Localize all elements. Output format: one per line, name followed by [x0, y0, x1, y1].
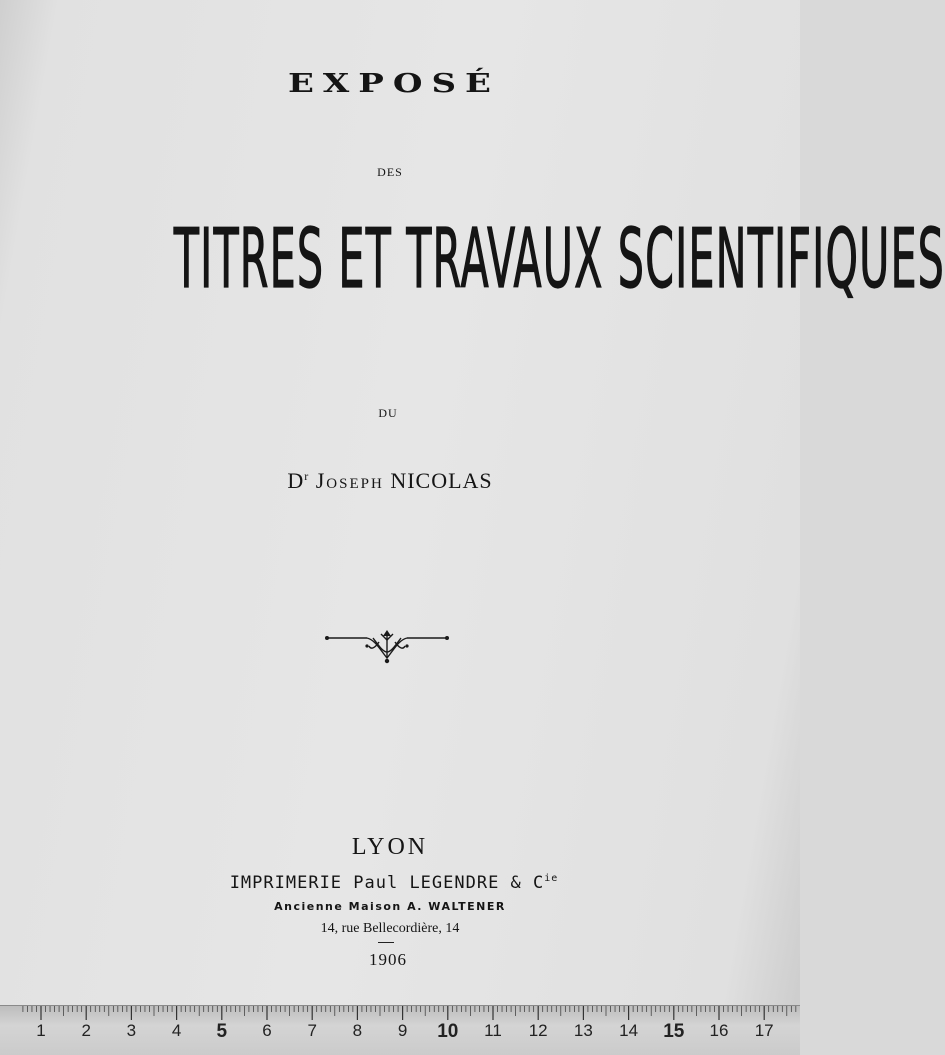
ruler-label: 4 — [171, 1021, 182, 1040]
author-last-name: NICOLAS — [390, 468, 493, 493]
imprint-city: LYON — [351, 834, 429, 860]
author-title: D — [287, 468, 305, 493]
ruler-label: 11 — [484, 1021, 502, 1040]
ruler-label: 8 — [352, 1021, 363, 1040]
imprint-address: 14, rue Bellecordière, 14 — [320, 921, 460, 936]
ruler-label: 6 — [262, 1021, 272, 1040]
ruler-label: 17 — [754, 1021, 774, 1040]
ruler-label: 16 — [709, 1021, 729, 1040]
word-du: DU — [378, 406, 398, 420]
main-title: TITRES ET TRAVAUX SCIENTIFIQUES — [173, 212, 945, 307]
author-title-sup: r — [304, 469, 310, 483]
fleuron-ornament-icon — [325, 628, 449, 664]
ruler-label: 14 — [619, 1021, 639, 1040]
imprint-year: 1906 — [369, 950, 407, 969]
ruler-label: 2 — [81, 1021, 91, 1040]
ruler-label: 3 — [126, 1021, 137, 1040]
ruler-label: 1 — [36, 1021, 46, 1040]
ruler-label: 12 — [528, 1021, 548, 1040]
author-first-name: Joseph — [315, 468, 384, 493]
ruler-label: 13 — [573, 1021, 593, 1040]
imprint-maison: Ancienne Maison A. WALTENER — [274, 900, 506, 913]
ruler-label: 10 — [437, 1021, 459, 1042]
title-expose: EXPOSÉ — [288, 68, 500, 100]
ruler-label: 9 — [397, 1021, 408, 1040]
ruler-label: 7 — [307, 1021, 317, 1040]
ruler-label: 5 — [216, 1021, 228, 1042]
imprint-printer — [0, 873, 794, 893]
printer-cie-sup: ie — [544, 873, 559, 884]
author-line — [0, 468, 790, 494]
printer-name: IMPRIMERIE Paul LEGENDRE & C — [229, 873, 545, 893]
year-rule — [378, 942, 394, 943]
word-des: DES — [377, 165, 403, 179]
ruler-label: 15 — [663, 1021, 685, 1042]
